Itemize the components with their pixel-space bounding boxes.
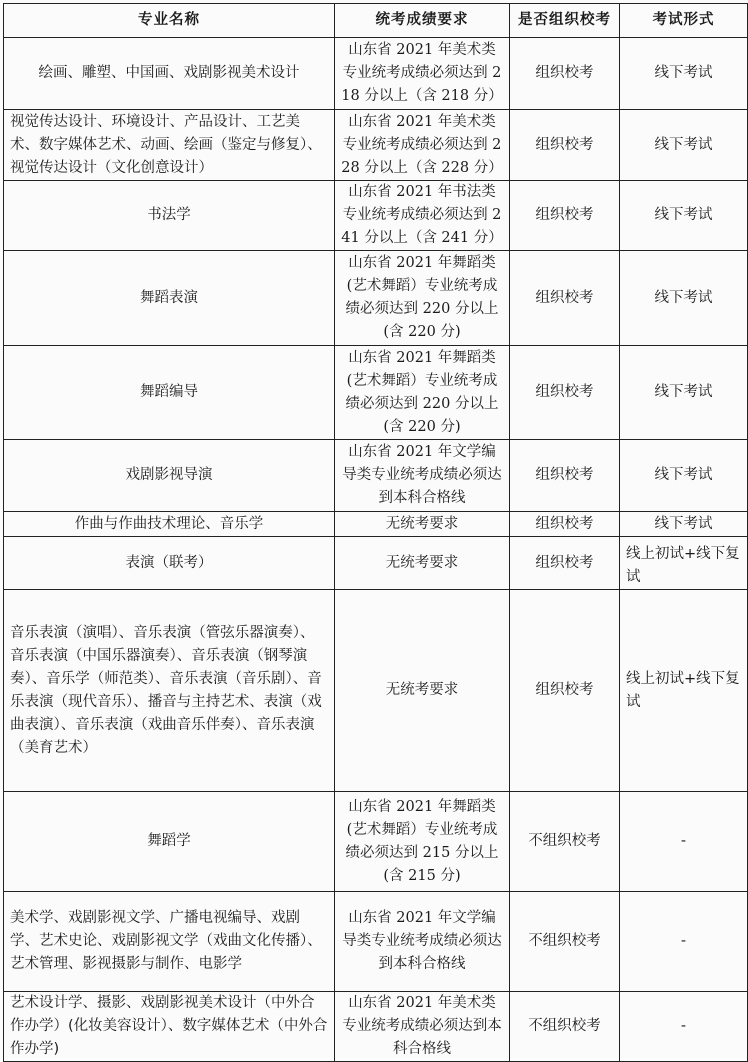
cell-mode: 线下考试 [620,251,748,346]
table-row [4,38,748,110]
cell-requirement: 山东省 2021 年舞蹈类(艺术舞蹈）专业统考成绩必须达到 220 分以上(含 220 分) [335,251,510,346]
cell-mode: 线下考试 [620,346,748,440]
cell-mode: 线下考试 [620,440,748,512]
cell-mode: 线下考试 [620,512,748,537]
table-row [4,590,748,792]
cell-requirement: 无统考要求 [335,512,510,537]
cell-major: 视觉传达设计、环境设计、产品设计、工艺美术、数字媒体艺术、动画、绘画（鉴定与修复）、视觉传达设计（文化创意设计） [4,110,335,181]
cell-organize: 组织校考 [510,346,620,440]
cell-mode: - [620,892,748,992]
cell-mode: 线下考试 [620,181,748,251]
cell-requirement: 山东省 2021 年书法类专业统考成绩必须达到 241 分以上（含 241 分） [335,181,510,251]
cell-major: 绘画、雕塑、中国画、戏剧影视美术设计 [4,38,335,110]
cell-major: 戏剧影视导演 [4,440,335,512]
table-row [4,792,748,892]
cell-requirement: 山东省 2021 年舞蹈类(艺术舞蹈）专业统考成绩必须达到 215 分以上(含 215 分) [335,792,510,892]
table-header [4,4,748,38]
cell-organize: 组织校考 [510,38,620,110]
cell-major: 舞蹈学 [4,792,335,892]
cell-requirement: 山东省 2021 年美术类专业统考成绩必须达到 228 分以上（含 228 分） [335,110,510,181]
table-row [4,181,748,251]
header-major: 专业名称 [4,4,335,38]
cell-requirement: 无统考要求 [335,537,510,590]
table-row [4,537,748,590]
table-row [4,892,748,992]
admission-requirements-table [3,3,748,1062]
cell-mode: 线下考试 [620,38,748,110]
cell-major: 书法学 [4,181,335,251]
cell-major: 表演（联考） [4,537,335,590]
cell-mode: - [620,992,748,1062]
cell-major: 舞蹈编导 [4,346,335,440]
cell-organize: 不组织校考 [510,992,620,1062]
cell-organize: 组织校考 [510,537,620,590]
table-row [4,346,748,440]
table-row [4,251,748,346]
cell-organize: 组织校考 [510,440,620,512]
table-row [4,992,748,1062]
cell-major: 音乐表演（演唱）、音乐表演（管弦乐器演奏）、音乐表演（中国乐器演奏）、音乐表演（钢琴演奏）、音乐学（师范类）、音乐表演（音乐剧）、音乐表演（现代音乐）、播音与主持艺术、表演（戏曲表演）、音乐表演（戏曲音乐伴奏）、音乐表演（美育艺术） [4,590,335,792]
header-row [4,4,748,38]
cell-major: 美术学、戏剧影视文学、广播电视编导、戏剧学、艺术史论、戏剧影视文学（戏曲文化传播）、艺术管理、影视摄影与制作、电影学 [4,892,335,992]
cell-requirement: 山东省 2021 年美术类专业统考成绩必须达到 218 分以上（含 218 分） [335,38,510,110]
cell-organize: 组织校考 [510,251,620,346]
cell-requirement: 山东省 2021 年美术类专业统考成绩必须达到本科合格线 [335,992,510,1062]
cell-major: 艺术设计学、摄影、戏剧影视美术设计（中外合作办学）(化妆美容设计）、数字媒体艺术（中外合作办学) [4,992,335,1062]
cell-organize: 组织校考 [510,181,620,251]
cell-mode: 线上初试+线下复试 [620,590,748,792]
cell-requirement: 无统考要求 [335,590,510,792]
table-row [4,110,748,181]
header-requirement: 统考成绩要求 [335,4,510,38]
cell-mode: - [620,792,748,892]
cell-requirement: 山东省 2021 年文学编导类专业统考成绩必须达到本科合格线 [335,440,510,512]
cell-organize: 不组织校考 [510,792,620,892]
cell-organize: 组织校考 [510,512,620,537]
cell-major: 作曲与作曲技术理论、音乐学 [4,512,335,537]
cell-organize: 组织校考 [510,110,620,181]
cell-organize: 组织校考 [510,590,620,792]
cell-mode: 线上初试+线下复试 [620,537,748,590]
table-row [4,512,748,537]
header-mode: 考试形式 [620,4,748,38]
header-organize: 是否组织校考 [510,4,620,38]
cell-mode: 线下考试 [620,110,748,181]
table-row [4,440,748,512]
table-body [4,38,748,1062]
cell-requirement: 山东省 2021 年舞蹈类(艺术舞蹈）专业统考成绩必须达到 220 分以上(含 220 分) [335,346,510,440]
cell-major: 舞蹈表演 [4,251,335,346]
cell-requirement: 山东省 2021 年文学编导类专业统考成绩必须达到本科合格线 [335,892,510,992]
cell-organize: 不组织校考 [510,892,620,992]
